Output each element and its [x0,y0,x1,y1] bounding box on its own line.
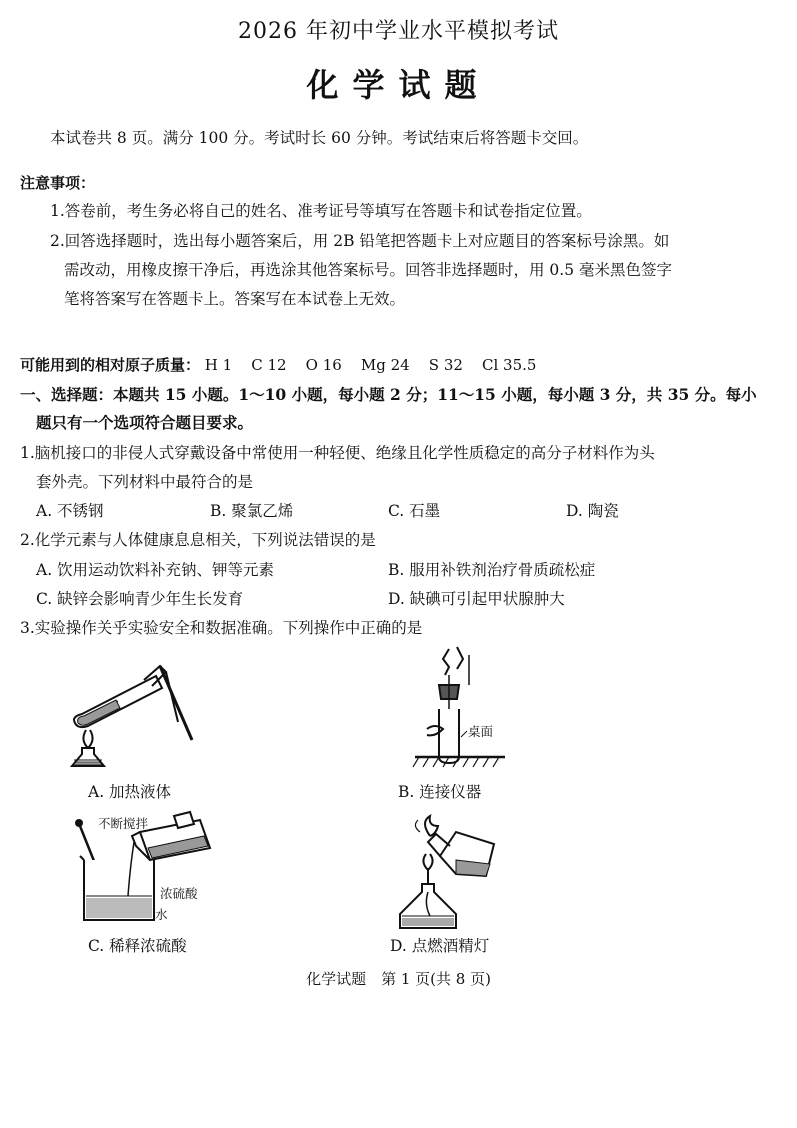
q1-option-a: A. 不锈钢 [36,502,104,520]
q3-stem: 3.实验操作关乎实验安全和数据准确。下列操作中正确的是 [20,619,423,637]
section1-line-1: 一、选择题：本题共 15 小题。1～10 小题，每小题 2 分；11～15 小题，每小题 3 分，共 35 分。每小 [20,385,757,404]
q1-stem-line-2: 套外壳。下列材料中最符合的是 [36,473,254,491]
q1-option-c: C. 石墨 [388,502,441,520]
notice-item-2-line-2: 需改动，用橡皮擦干净后，再选涂其他答案标号。回答非选择题时，用 0.5 毫米黑色签字 [64,261,673,279]
page-footer: 化学试题 第 1 页(共 8 页) [306,970,491,988]
label-water: 水 [155,907,168,922]
section1-line-2: 题只有一个选项符合题目要求。 [36,413,254,432]
figure-heating-liquid [60,650,210,775]
notice-item-2-line-1: 2.回答选择题时，选出每小题答案后，用 2B 铅笔把答题卡上对应题目的答案标号涂黑。如 [50,232,670,250]
figure-connecting-apparatus [405,645,515,775]
exam-title: 2026 年初中学业水平模拟考试 [238,19,559,44]
q2-option-a: A. 饮用运动饮料补充钠、钾等元素 [36,561,275,579]
atomic-masses-values: H 1 C 12 O 16 Mg 24 S 32 Cl 35.5 [204,356,537,374]
notice-heading: 注意事项： [20,174,96,192]
atomic-masses-label: 可能用到的相对原子质量： [20,356,201,374]
label-desk: 桌面 [468,724,494,739]
notice-item-2-line-3: 笔将答案写在答题卡上。答案写在本试卷上无效。 [64,290,406,308]
atomic-masses [20,354,536,375]
notice-item-1: 1.答卷前，考生务必将自己的姓名、准考证号等填写在答题卡和试卷指定位置。 [50,202,592,220]
q1-stem-line-1: 1.脑机接口的非侵人式穿戴设备中常使用一种轻便、绝缘且化学性质稳定的高分子材料作为头 [20,444,655,462]
q3-option-b: B. 连接仪器 [398,783,482,801]
subject-title: 化学试题 [306,66,491,104]
q2-option-c: C. 缺锌会影响青少年生长发育 [36,590,244,608]
q2-stem: 2.化学元素与人体健康息息相关，下列说法错误的是 [20,531,376,549]
label-acid: 浓硫酸 [160,886,198,901]
q3-option-a: A. 加热液体 [88,783,172,801]
q3-option-d: D. 点燃酒精灯 [390,937,490,955]
q3-option-c: C. 稀释浓硫酸 [88,937,187,955]
figure-lighting-lamp [390,812,510,934]
label-stir: 不断搅拌 [98,816,149,831]
intro-text: 本试卷共 8 页。满分 100 分。考试时长 60 分钟。考试结束后将答题卡交回。 [50,129,589,147]
q1-option-b: B. 聚氯乙烯 [210,502,294,520]
q1-option-d: D. 陶瓷 [566,502,619,520]
q2-option-b: B. 服用补铁剂治疗骨质疏松症 [388,561,596,579]
q2-option-d: D. 缺碘可引起甲状腺肿大 [388,590,565,608]
